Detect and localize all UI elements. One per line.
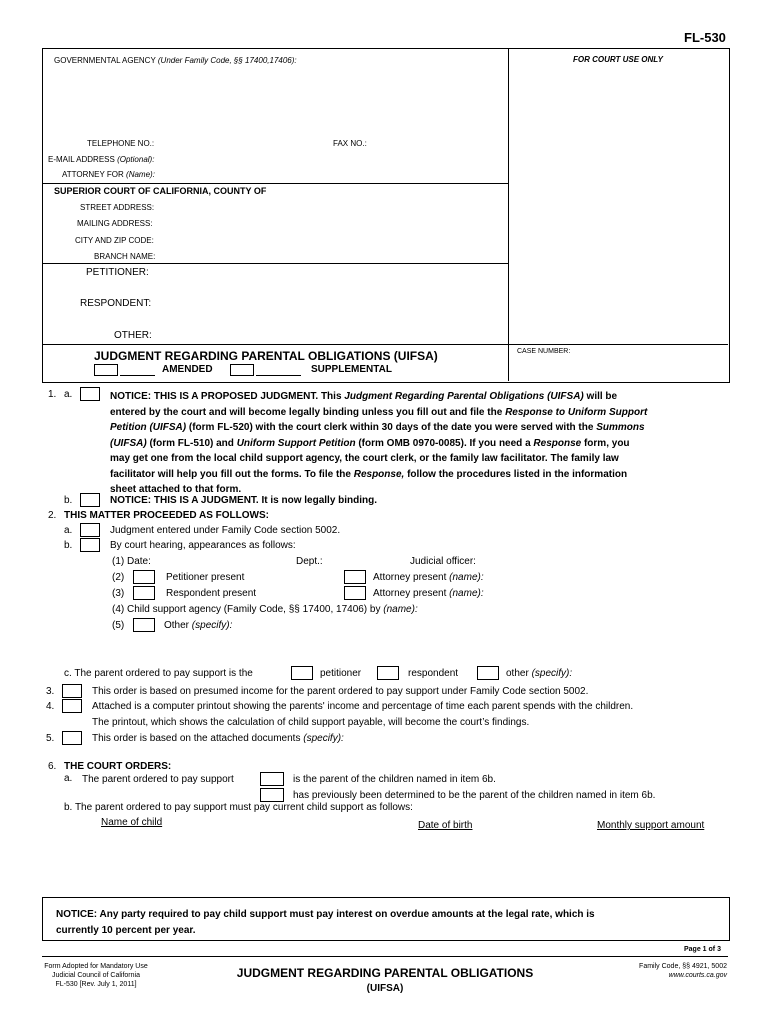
item-2b2-num: (2) — [112, 572, 125, 583]
dept-label: Dept.: — [296, 556, 323, 567]
item-5-text: This order is based on the attached documents (specify): — [92, 733, 344, 744]
payer-other-checkbox[interactable] — [477, 666, 499, 680]
col-date-of-birth: Date of birth — [418, 820, 473, 831]
item-6a-option1-checkbox[interactable] — [260, 772, 284, 786]
payer-other-label: other (specify): — [506, 668, 573, 679]
item-1b-label: b. — [64, 495, 73, 506]
item-4-num: 4. — [46, 701, 55, 712]
case-number-label: CASE NUMBER: — [517, 348, 571, 355]
item-2b4-text: (4) Child support agency (Family Code, §§ 17400, 17406) by (name): — [112, 604, 418, 615]
divider — [42, 263, 509, 264]
divider — [508, 344, 509, 381]
payer-petitioner-label: petitioner — [320, 668, 362, 679]
date-label: (1) Date: — [112, 556, 151, 567]
street-label: STREET ADDRESS: — [80, 203, 155, 212]
item-2c-text: c. The parent ordered to pay support is the — [64, 668, 253, 679]
telephone-label: TELEPHONE NO.: — [87, 139, 155, 148]
court-use-label: FOR COURT USE ONLY — [573, 55, 663, 64]
item-3-checkbox[interactable] — [62, 684, 82, 698]
item-2b3-num: (3) — [112, 588, 125, 599]
other-label: OTHER: — [114, 330, 152, 341]
petitioner-attorney-label: Attorney present (name): — [373, 572, 484, 583]
item-6a-label: a. — [64, 773, 73, 784]
divider — [42, 344, 728, 345]
item-2a-label: a. — [64, 525, 73, 536]
payer-respondent-checkbox[interactable] — [377, 666, 399, 680]
item-5-num: 5. — [46, 733, 55, 744]
blank-line — [120, 375, 155, 376]
item-6a-option2-label: has previously been determined to be the parent of the children named in item 6b. — [293, 790, 656, 801]
item-2-heading: THIS MATTER PROCEEDED AS FOLLOWS: — [64, 510, 269, 521]
item-6-heading: THE COURT ORDERS: — [64, 761, 172, 772]
item-3-num: 3. — [46, 686, 55, 697]
item-2a-text: Judgment entered under Family Code section 5002. — [110, 525, 341, 536]
item-2b5-num: (5) — [112, 620, 125, 631]
petitioner-present-checkbox[interactable] — [133, 570, 155, 584]
item-1a-notice: NOTICE: THIS IS A PROPOSED JUDGMENT. This Judgment Regarding Parental Obligations (UIFSA) will be entered by the court and will become legally binding unless you fill out and file the Response to Uniform Support Petition (UIFSA) (form FL-520) with the court clerk within 30 days of the date you were served with the Summons (UIFSA) (form FL-510) and Uniform Support Petition (form OMB 0970-0085). If you need a Response form, you may get one from the local child support agency, the court clerk, or the family law facilitator. The family law facilitator will help you fill out the forms. To file the Response, follow the procedures listed in the information sheet attached to that form. — [110, 391, 648, 495]
petitioner-attorney-checkbox[interactable] — [344, 570, 366, 584]
supplemental-checkbox[interactable] — [230, 364, 254, 376]
item-1a-checkbox[interactable] — [80, 387, 100, 401]
item-5-checkbox[interactable] — [62, 731, 82, 745]
form-title: JUDGMENT REGARDING PARENTAL OBLIGATIONS (UIFSA) — [94, 349, 438, 363]
amended-label: AMENDED — [162, 364, 213, 375]
interest-notice-text: NOTICE: Any party required to pay child support must pay interest on overdue amounts at the legal rate, which is currently 10 percent per year. — [56, 909, 595, 936]
item-2b-label: b. — [64, 540, 73, 551]
footer-title: JUDGMENT REGARDING PARENTAL OBLIGATIONS (UIFSA) — [236, 966, 534, 994]
item-1b-notice: NOTICE: THIS IS A JUDGMENT. It is now legally binding. — [110, 495, 378, 506]
item-2-num: 2. — [48, 510, 57, 521]
payer-respondent-label: respondent — [408, 668, 459, 679]
respondent-attorney-label: Attorney present (name): — [373, 588, 484, 599]
item-2a-checkbox[interactable] — [80, 523, 100, 537]
footer-rule — [42, 956, 728, 957]
item-2b-text: By court hearing, appearances as follows: — [110, 540, 296, 551]
item-6a-option2-checkbox[interactable] — [260, 788, 284, 802]
respondent-present-checkbox[interactable] — [133, 586, 155, 600]
other-label: Other (specify): — [164, 620, 233, 631]
blank-line — [256, 375, 301, 376]
item-2b-checkbox[interactable] — [80, 538, 100, 552]
footer-adopted: Form Adopted for Mandatory Use Judicial Council of California FL-530 [Rev. July 1, 2011] — [44, 963, 148, 988]
divider — [508, 48, 509, 344]
respondent-present-label: Respondent present — [166, 588, 257, 599]
agency-label: GOVERNMENTAL AGENCY (Under Family Code, §§ 17400,17406): — [54, 56, 297, 65]
court-title: SUPERIOR COURT OF CALIFORNIA, COUNTY OF — [54, 186, 267, 196]
col-name-of-child: Name of child — [101, 817, 163, 828]
respondent-label: RESPONDENT: — [80, 298, 152, 309]
page-number: Page 1 of 3 — [684, 946, 721, 953]
judicial-officer-label: Judicial officer: — [410, 556, 476, 567]
fax-label: FAX NO.: — [333, 139, 367, 148]
amended-checkbox[interactable] — [94, 364, 118, 376]
petitioner-present-label: Petitioner present — [166, 572, 245, 583]
respondent-attorney-checkbox[interactable] — [344, 586, 366, 600]
item-6-num: 6. — [48, 761, 57, 772]
item-1-num: 1. — [48, 389, 57, 400]
item-1b-checkbox[interactable] — [80, 493, 100, 507]
item-4-text-1: Attached is a computer printout showing the parents' income and percentage of time each parent spends with the children. — [92, 701, 634, 712]
email-label: E-MAIL ADDRESS (Optional): — [48, 155, 155, 164]
item-4-checkbox[interactable] — [62, 699, 82, 713]
item-1a-label: a. — [64, 389, 73, 400]
supplemental-label: SUPPLEMENTAL — [311, 364, 392, 375]
other-checkbox[interactable] — [133, 618, 155, 632]
item-3-text: This order is based on presumed income for the parent ordered to pay support under Family Code section 5002. — [92, 686, 589, 697]
mailing-label: MAILING ADDRESS: — [77, 219, 153, 228]
footer-code: Family Code, §§ 4921, 5002 www.courts.ca.gov — [639, 963, 727, 979]
item-6a-text: The parent ordered to pay support — [82, 774, 234, 785]
attorney-label: ATTORNEY FOR (Name): — [62, 170, 155, 179]
divider — [42, 183, 509, 184]
petitioner-label: PETITIONER: — [86, 267, 149, 278]
col-monthly-amount: Monthly support amount — [597, 820, 705, 831]
branch-label: BRANCH NAME: — [94, 252, 156, 261]
city-label: CITY AND ZIP CODE: — [75, 236, 154, 245]
item-6a-option1-label: is the parent of the children named in item 6b. — [293, 774, 496, 785]
form-id: FL-530 — [684, 30, 726, 45]
payer-petitioner-checkbox[interactable] — [291, 666, 313, 680]
item-4-text-2: The printout, which shows the calculation of child support payable, will become the court’s findings. — [92, 717, 530, 728]
item-6b-text: b. The parent ordered to pay support must pay current child support as follows: — [64, 802, 413, 813]
